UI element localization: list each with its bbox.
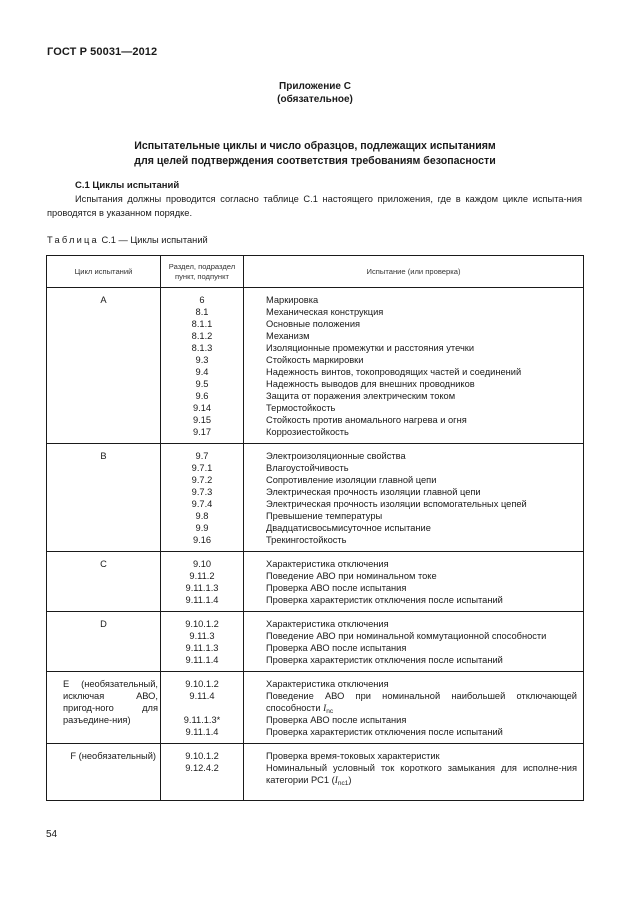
test-item-text: Поведение АВО при номинальной наибольшей отключающей способности xyxy=(266,691,577,713)
test-item: Влагоустойчивость xyxy=(266,463,349,473)
clause: 9.10.1.2 xyxy=(185,619,219,629)
clause: 9.11.1.4 xyxy=(185,655,219,665)
clause: 9.7.3 xyxy=(191,487,213,497)
header-test: Испытание (или проверка) xyxy=(244,256,584,288)
symbol-subscript: nc xyxy=(326,708,334,715)
test-item: Сопротивление изоляции главной цепи xyxy=(266,475,437,485)
table-header-row xyxy=(47,256,584,288)
appendix-status: (обязательное) xyxy=(277,94,353,105)
clause: 8.1.1 xyxy=(191,319,213,329)
clause: 9.7.1 xyxy=(191,463,213,473)
tests-cell xyxy=(244,552,584,612)
test-item: Трекингостойкость xyxy=(266,535,347,545)
table-row xyxy=(47,612,584,672)
clauses-cell xyxy=(161,672,244,744)
test-item: Электроизоляционные свойства xyxy=(266,451,406,461)
clause: 9.4 xyxy=(195,367,209,377)
tests-cell xyxy=(244,744,584,801)
clause: 9.10.1.2 xyxy=(185,751,219,761)
clause: 9.11.1.4 xyxy=(185,595,219,605)
tests-cell xyxy=(244,288,584,444)
cycle-cell: С xyxy=(47,552,161,612)
test-item: Проверка время-токовых характеристик xyxy=(266,751,440,761)
cycle-cell: В xyxy=(47,444,161,552)
test-item: Механизм xyxy=(266,331,310,341)
test-item: Изоляционные промежутки и расстояния утечки xyxy=(266,343,475,353)
test-item-end: ) xyxy=(348,775,352,785)
clause: 9.11.3 xyxy=(189,631,215,641)
test-item: Защита от поражения электрическим током xyxy=(266,391,456,401)
header-cycle: Цикл испытаний xyxy=(47,256,161,288)
table-caption-prefix: Таблица xyxy=(47,235,99,245)
test-item: Надежность выводов для внешних проводников xyxy=(266,379,475,389)
clauses-cell xyxy=(161,744,244,801)
clause: 8.1 xyxy=(195,307,209,317)
clause: 9.9 xyxy=(195,523,209,533)
table-row xyxy=(47,672,584,744)
clauses-cell xyxy=(161,288,244,444)
header-clause: Раздел, подраздел пункт, подпункт xyxy=(161,256,244,288)
section-heading: С.1 Циклы испытаний xyxy=(75,180,180,191)
tests-cell xyxy=(244,444,584,552)
tests-cell xyxy=(244,612,584,672)
clause: 9.7.4 xyxy=(191,499,213,509)
test-item: Проверка АВО после испытания xyxy=(266,583,407,593)
clause: 9.14 xyxy=(192,403,212,413)
test-item: Надежность винтов, токопроводящих частей и соединений xyxy=(266,367,522,377)
test-item: Характеристика отключения xyxy=(266,679,389,689)
test-item: Проверка характеристик отключения после испытаний xyxy=(266,595,503,605)
clause: 8.1.2 xyxy=(191,331,213,341)
clause: 6 xyxy=(199,295,205,305)
test-item: Термостойкость xyxy=(266,403,336,413)
test-item: Превышение температуры xyxy=(266,511,383,521)
test-item: Маркировка xyxy=(266,295,319,305)
test-item-text: Номинальный условный ток короткого замыкания для исполне-ния категории РС1 ( xyxy=(266,763,577,785)
main-title-line-1: Испытательные циклы и число образцов, подлежащих испытаниям xyxy=(134,140,496,152)
symbol-subscript: nc1 xyxy=(337,780,349,787)
symbol-i: I xyxy=(323,704,327,714)
test-item: Поведение АВО при номинальной коммутационной способности xyxy=(266,631,547,641)
main-title xyxy=(60,139,570,169)
clause: 9.8 xyxy=(195,511,209,521)
table-caption-rest: С.1 — Циклы испытаний xyxy=(98,235,208,245)
cycle-cell: D xyxy=(47,612,161,672)
test-item: Проверка характеристик отключения после испытаний xyxy=(266,655,503,665)
clause: 9.11.4 xyxy=(189,691,215,701)
clause: 9.16 xyxy=(192,535,212,545)
clause: 9.17 xyxy=(192,427,212,437)
table-caption xyxy=(47,235,208,245)
test-item: Поведение АВО при номинальном токе xyxy=(266,571,437,581)
clause: 9.5 xyxy=(195,379,209,389)
test-item: Характеристика отключения xyxy=(266,619,389,629)
clause: 9.11.1.3* xyxy=(183,715,221,725)
test-item: Электрическая прочность изоляции вспомогательных цепей xyxy=(266,499,527,509)
clause: 9.11.2 xyxy=(189,571,215,581)
test-item xyxy=(266,690,577,714)
test-item: Двадцатисвосьмисуточное испытание xyxy=(266,523,431,533)
section-paragraph: Испытания должны проводится согласно таблице С.1 настоящего приложения, где в каждом цикле испыта-ния проводятся в указанном порядке. xyxy=(47,194,582,218)
clause: 9.10.1.2 xyxy=(185,679,219,689)
test-item: Основные положения xyxy=(266,319,361,329)
tests-cell xyxy=(244,672,584,744)
test-cycles-table xyxy=(46,255,584,801)
clause: 9.12.4.2 xyxy=(185,763,219,773)
clause: 9.11.1.4 xyxy=(185,727,219,737)
symbol-i: I xyxy=(334,776,338,786)
page-number: 54 xyxy=(46,829,58,840)
cycle-cell: F (необязательный) xyxy=(47,744,161,801)
cycle-cell: А xyxy=(47,288,161,444)
clauses-cell xyxy=(161,444,244,552)
test-item: Механическая конструкция xyxy=(266,307,384,317)
clause: 9.6 xyxy=(195,391,209,401)
test-item xyxy=(266,762,577,786)
test-item: Проверка АВО после испытания xyxy=(266,715,407,725)
clause: 8.1.3 xyxy=(191,343,213,353)
table-row xyxy=(47,552,584,612)
cycle-cell: Е (необязательный, исключая АВО, пригод-ного для разъедине-ния) xyxy=(47,672,161,744)
test-item: Характеристика отключения xyxy=(266,559,389,569)
clause-spacer xyxy=(163,702,241,714)
test-item: Коррозиестойкость xyxy=(266,427,349,437)
clause: 9.3 xyxy=(195,355,209,365)
clause: 9.11.1.3 xyxy=(185,583,219,593)
standard-header: ГОСТ Р 50031—2012 xyxy=(47,46,158,58)
clause: 9.15 xyxy=(192,415,212,425)
clause: 9.7.2 xyxy=(191,475,213,485)
clause: 9.10 xyxy=(192,559,212,569)
table-row xyxy=(47,744,584,801)
table-row xyxy=(47,288,584,444)
test-item: Электрическая прочность изоляции главной цепи xyxy=(266,487,481,497)
clauses-cell xyxy=(161,552,244,612)
clause: 9.11.1.3 xyxy=(185,643,219,653)
clause: 9.7 xyxy=(195,451,209,461)
main-title-line-2: для целей подтверждения соответствия требованиям безопасности xyxy=(134,155,496,167)
table-row xyxy=(47,444,584,552)
test-item: Стойкость маркировки xyxy=(266,355,364,365)
test-item: Стойкость против аномального нагрева и огня xyxy=(266,415,467,425)
clauses-cell xyxy=(161,612,244,672)
test-item: Проверка АВО после испытания xyxy=(266,643,407,653)
test-item: Проверка характеристик отключения после испытаний xyxy=(266,727,503,737)
appendix-title: Приложение С xyxy=(279,81,351,92)
